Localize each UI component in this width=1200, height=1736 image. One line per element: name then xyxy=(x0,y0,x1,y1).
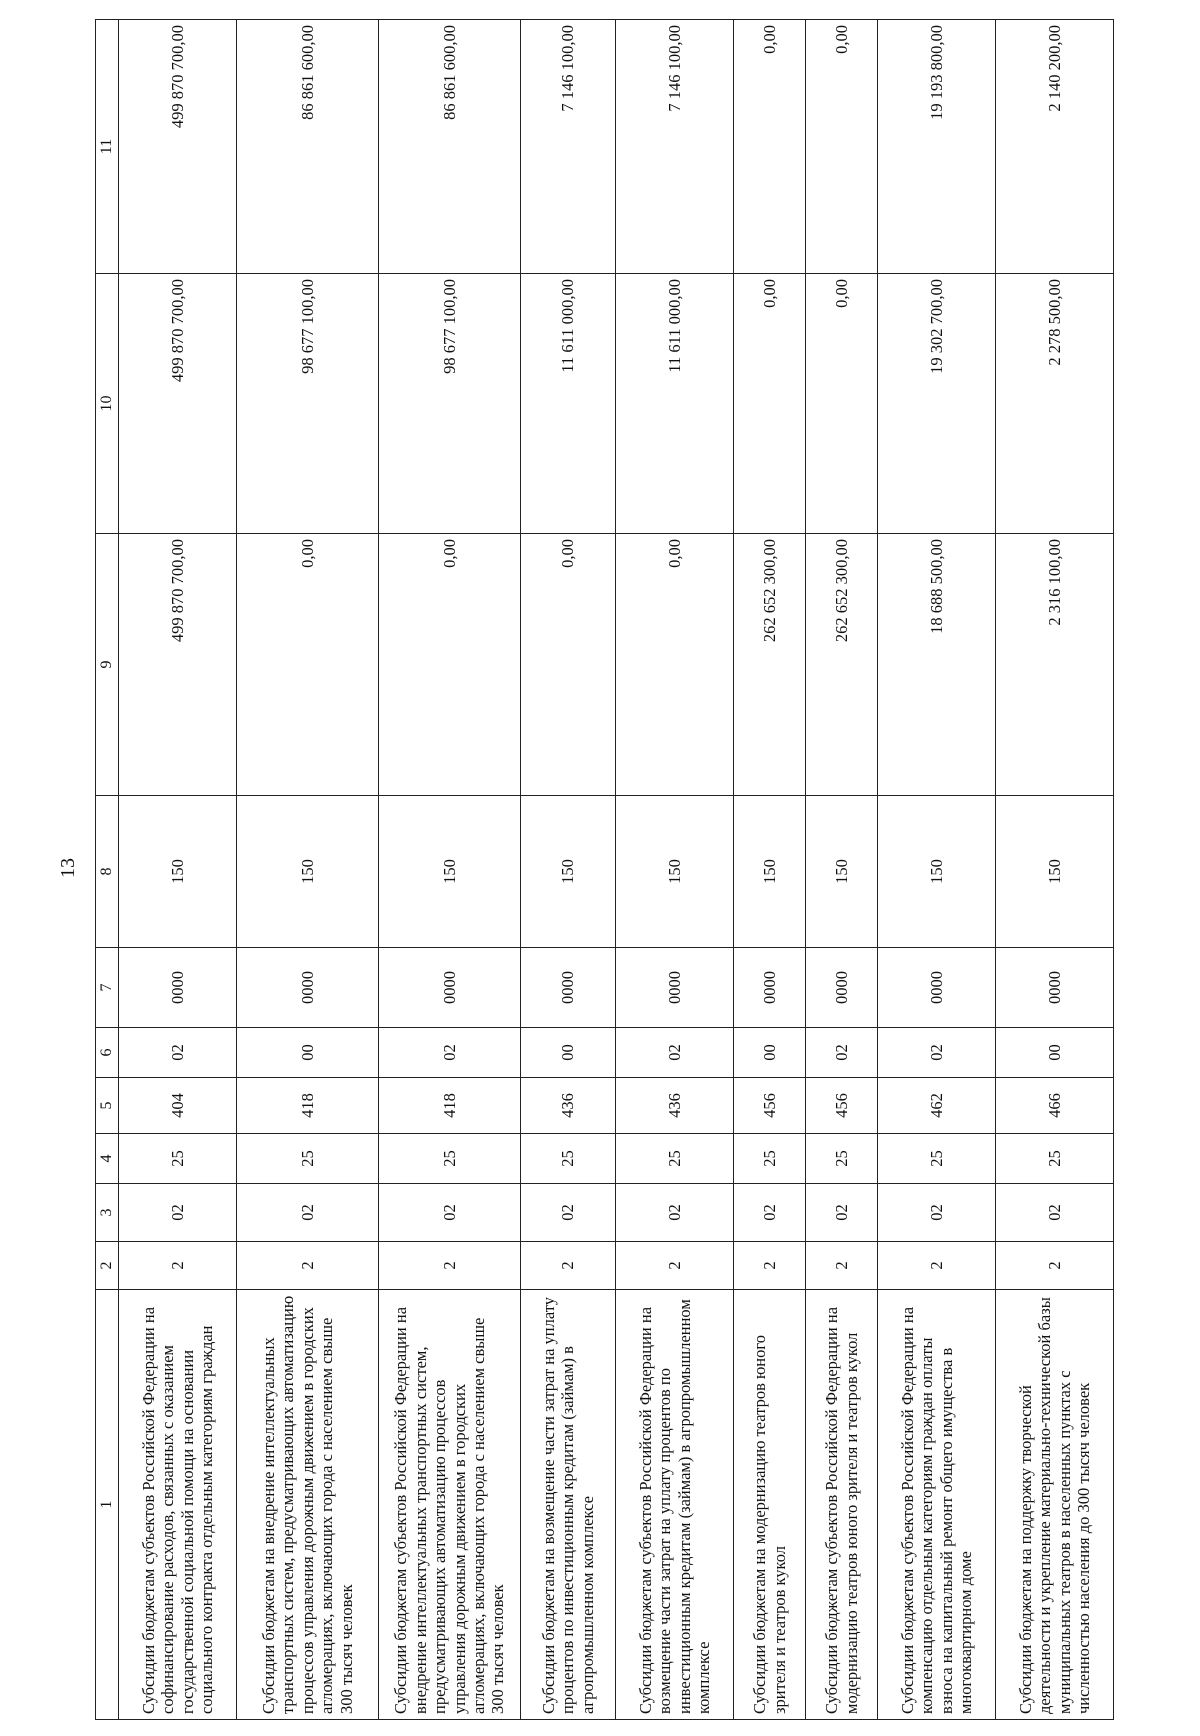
code-cell: 02 xyxy=(379,1028,521,1078)
amount-cell: 0,00 xyxy=(734,274,806,534)
row-name-cell: Субсидии бюджетам субъектов Российской Федерации на внедрение интеллектуальных транспортных систем, предусматривающих автоматизацию процессов управления дорожным движением в городских агломерациях, включающих города с населением свыше 300 тысяч человек xyxy=(379,1290,521,1720)
column-header: 3 xyxy=(96,1184,119,1242)
table-row xyxy=(119,20,237,1720)
header-row xyxy=(96,20,119,1720)
code-cell: 0000 xyxy=(237,948,379,1028)
amount-cell: 19 302 700,00 xyxy=(878,274,996,534)
code-cell: 466 xyxy=(996,1078,1114,1134)
code-cell: 150 xyxy=(996,796,1114,948)
column-header: 9 xyxy=(96,534,119,796)
row-name-cell: Субсидии бюджетам на внедрение интеллектуальных транспортных систем, предусматривающих автоматизацию процессов управления дорожным движением в городских агломерациях, включающих города с населением свыше 300 тысяч человек xyxy=(237,1290,379,1720)
row-name-cell: Субсидии бюджетам на модернизацию театров юного зрителя и театров кукол xyxy=(734,1290,806,1720)
amount-cell: 98 677 100,00 xyxy=(237,274,379,534)
code-cell: 2 xyxy=(119,1242,237,1290)
code-cell: 150 xyxy=(237,796,379,948)
amount-cell: 0,00 xyxy=(521,534,616,796)
column-header: 11 xyxy=(96,20,119,274)
amount-cell: 98 677 100,00 xyxy=(379,274,521,534)
code-cell: 456 xyxy=(806,1078,878,1134)
code-cell: 02 xyxy=(734,1184,806,1242)
code-cell: 02 xyxy=(119,1184,237,1242)
code-cell: 25 xyxy=(237,1134,379,1184)
budget-table xyxy=(95,19,1114,1720)
code-cell: 0000 xyxy=(734,948,806,1028)
code-cell: 25 xyxy=(616,1134,734,1184)
code-cell: 2 xyxy=(379,1242,521,1290)
row-name-cell: Субсидии бюджетам на поддержку творческой деятельности и укрепление материально-технической базы муниципальных театров в населенных пунктах с численностью населения до 300 тысяч человек xyxy=(996,1290,1114,1720)
rotated-table-sheet xyxy=(95,20,1095,1720)
amount-cell: 0,00 xyxy=(806,20,878,274)
code-cell: 02 xyxy=(806,1028,878,1078)
code-cell: 25 xyxy=(379,1134,521,1184)
code-cell: 150 xyxy=(734,796,806,948)
code-cell: 00 xyxy=(521,1028,616,1078)
amount-cell: 86 861 600,00 xyxy=(237,20,379,274)
code-cell: 00 xyxy=(734,1028,806,1078)
code-cell: 02 xyxy=(237,1184,379,1242)
code-cell: 462 xyxy=(878,1078,996,1134)
row-name-cell: Субсидии бюджетам субъектов Российской Федерации на компенсацию отдельным категориям граждан оплаты взноса на капитальный ремонт общего имущества в многоквартирном доме xyxy=(878,1290,996,1720)
code-cell: 02 xyxy=(616,1184,734,1242)
code-cell: 02 xyxy=(878,1184,996,1242)
amount-cell: 262 652 300,00 xyxy=(734,534,806,796)
amount-cell: 499 870 700,00 xyxy=(119,20,237,274)
code-cell: 150 xyxy=(521,796,616,948)
code-cell: 418 xyxy=(237,1078,379,1134)
code-cell: 02 xyxy=(379,1184,521,1242)
code-cell: 2 xyxy=(996,1242,1114,1290)
amount-cell: 2 140 200,00 xyxy=(996,20,1114,274)
amount-cell: 0,00 xyxy=(806,274,878,534)
code-cell: 25 xyxy=(521,1134,616,1184)
code-cell: 2 xyxy=(734,1242,806,1290)
code-cell: 2 xyxy=(878,1242,996,1290)
code-cell: 456 xyxy=(734,1078,806,1134)
column-header: 6 xyxy=(96,1028,119,1078)
amount-cell: 86 861 600,00 xyxy=(379,20,521,274)
code-cell: 2 xyxy=(616,1242,734,1290)
code-cell: 0000 xyxy=(616,948,734,1028)
code-cell: 2 xyxy=(237,1242,379,1290)
table-row xyxy=(237,20,379,1720)
code-cell: 02 xyxy=(996,1184,1114,1242)
row-name-cell: Субсидии бюджетам субъектов Российской Федерации на модернизацию театров юного зрителя и театров кукол xyxy=(806,1290,878,1720)
code-cell: 02 xyxy=(521,1184,616,1242)
code-cell: 150 xyxy=(616,796,734,948)
table-row xyxy=(616,20,734,1720)
row-name-cell: Субсидии бюджетам на возмещение части затрат на уплату процентов по инвестиционным кредитам (займам) в агропромышленном комплексе xyxy=(521,1290,616,1720)
table-row xyxy=(379,20,521,1720)
amount-cell: 0,00 xyxy=(734,20,806,274)
code-cell: 02 xyxy=(119,1028,237,1078)
amount-cell: 0,00 xyxy=(237,534,379,796)
amount-cell: 18 688 500,00 xyxy=(878,534,996,796)
code-cell: 02 xyxy=(616,1028,734,1078)
code-cell: 0000 xyxy=(878,948,996,1028)
code-cell: 0000 xyxy=(119,948,237,1028)
column-header: 10 xyxy=(96,274,119,534)
table-body xyxy=(119,20,1114,1720)
code-cell: 0000 xyxy=(521,948,616,1028)
code-cell: 0000 xyxy=(379,948,521,1028)
code-cell: 25 xyxy=(119,1134,237,1184)
code-cell: 25 xyxy=(734,1134,806,1184)
column-header: 7 xyxy=(96,948,119,1028)
row-name-cell: Субсидии бюджетам субъектов Российской Федерации на софинансирование расходов, связанных с оказанием государственной социальной помощи на основании социального контракта отдельным категориям граждан xyxy=(119,1290,237,1720)
code-cell: 2 xyxy=(806,1242,878,1290)
code-cell: 150 xyxy=(119,796,237,948)
code-cell: 02 xyxy=(878,1028,996,1078)
amount-cell: 0,00 xyxy=(379,534,521,796)
code-cell: 404 xyxy=(119,1078,237,1134)
code-cell: 0000 xyxy=(806,948,878,1028)
code-cell: 02 xyxy=(806,1184,878,1242)
amount-cell: 19 193 800,00 xyxy=(878,20,996,274)
amount-cell: 0,00 xyxy=(616,534,734,796)
column-header: 1 xyxy=(96,1290,119,1720)
code-cell: 150 xyxy=(379,796,521,948)
amount-cell: 499 870 700,00 xyxy=(119,534,237,796)
code-cell: 00 xyxy=(237,1028,379,1078)
amount-cell: 2 278 500,00 xyxy=(996,274,1114,534)
table-row xyxy=(878,20,996,1720)
amount-cell: 2 316 100,00 xyxy=(996,534,1114,796)
column-header: 5 xyxy=(96,1078,119,1134)
code-cell: 2 xyxy=(521,1242,616,1290)
amount-cell: 499 870 700,00 xyxy=(119,274,237,534)
code-cell: 150 xyxy=(806,796,878,948)
amount-cell: 11 611 000,00 xyxy=(616,274,734,534)
table-row xyxy=(806,20,878,1720)
page-number: 13 xyxy=(57,858,79,878)
code-cell: 25 xyxy=(996,1134,1114,1184)
code-cell: 25 xyxy=(878,1134,996,1184)
amount-cell: 262 652 300,00 xyxy=(806,534,878,796)
code-cell: 150 xyxy=(878,796,996,948)
code-cell: 418 xyxy=(379,1078,521,1134)
code-cell: 0000 xyxy=(996,948,1114,1028)
column-header: 4 xyxy=(96,1134,119,1184)
amount-cell: 7 146 100,00 xyxy=(521,20,616,274)
code-cell: 00 xyxy=(996,1028,1114,1078)
column-header: 2 xyxy=(96,1242,119,1290)
column-header: 8 xyxy=(96,796,119,948)
table-row xyxy=(734,20,806,1720)
amount-cell: 11 611 000,00 xyxy=(521,274,616,534)
row-name-cell: Субсидии бюджетам субъектов Российской Федерации на возмещение части затрат на уплату процентов по инвестиционным кредитам (займам) в агропромышленном комплексе xyxy=(616,1290,734,1720)
code-cell: 25 xyxy=(806,1134,878,1184)
table-row xyxy=(996,20,1114,1720)
table-row xyxy=(521,20,616,1720)
code-cell: 436 xyxy=(521,1078,616,1134)
amount-cell: 7 146 100,00 xyxy=(616,20,734,274)
code-cell: 436 xyxy=(616,1078,734,1134)
